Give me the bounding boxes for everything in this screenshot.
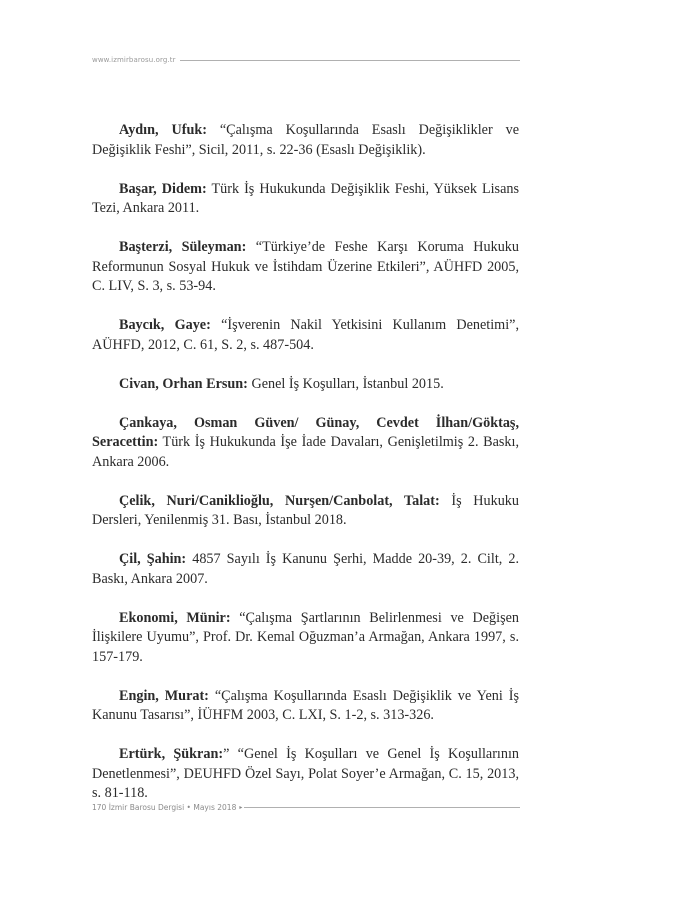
reference-author: Çankaya, Osman Güven/ Günay, Cevdet İlhan/Göktaş, Seracettin: [92,414,519,450]
reference-text: İş Hukuku Dersleri, Yenilenmiş 31. Bası, İstanbul 2018. [92,492,519,528]
reference-text: “İşverenin Nakil Yetkisini Kullanım Denetimi”, AÜHFD, 2012, C. 61, S. 2, s. 487-504. [92,317,519,353]
reference-text: 4857 Sayılı İş Kanunu Şerhi, Madde 20-39, 2. Cilt, 2. Baskı, Ankara 2007. [92,551,519,587]
reference-entry [92,316,519,355]
footer-rule [244,807,520,808]
reference-author: Baycık, Gaye: [119,317,211,333]
reference-author: Çil, Şahin: [119,551,187,567]
reference-author: Civan, Orhan Ersun: [119,375,248,392]
reference-author: Başar, Didem: [119,180,207,197]
reference-text: Genel İş Koşulları, İstanbul 2015. [247,375,444,392]
reference-author: Ertürk, Şükran: [119,746,224,762]
reference-text: “Çalışma Koşullarında Esaslı Değişiklikler ve Değişiklik Feshi”, Sicil, 2011, s. 22-36 (Esaslı Değişiklik). [92,122,519,158]
reference-text: ” “Genel İş Koşulları ve Genel İş Koşullarının Denetlenmesi”, DEUHFD Özel Sayı, Polat Soyer’e Armağan, C. 15, 2013, s. 81-118. [92,746,519,801]
reference-text: Türk İş Hukukunda İşe İade Davaları, Genişletilmiş 2. Baskı, Ankara 2006. [92,434,519,470]
reference-entry [92,375,519,395]
reference-text: “Çalışma Şartlarının Belirlenmesi ve Değişen İlişkilere Uyumu”, Prof. Dr. Kemal Oğuzman’a Armağan, Ankara 1997, s. 157-179. [92,609,520,665]
reference-entry [92,745,519,804]
reference-entry [92,414,519,473]
reference-text: “Türkiye’de Feshe Karşı Koruma Hukuku Reformunun Sosyal Hukuk ve İstihdam Üzerine Etkileri”, AÜHFD 2005, C. LIV, S. 3, s. 53-94. [92,239,519,294]
reference-entry [92,180,519,219]
footer-arrow-icon: ▸ [239,804,243,811]
references-list [92,121,519,823]
reference-author: Aydın, Ufuk: [119,122,207,138]
header-rule [180,60,520,61]
footer-text: 170 İzmir Barosu Dergisi • Mayıs 2018 [92,802,237,812]
reference-entry [92,609,519,668]
page-footer [92,800,520,814]
reference-text: “Çalışma Koşullarında Esaslı Değişiklik ve Yeni İş Kanunu Tasarısı”, İÜHFM 2003, C. LXI, S. 1-2, s. 313-326. [92,687,519,723]
reference-entry [92,238,519,297]
reference-text: Türk İş Hukukunda Değişiklik Feshi, Yüksek Lisans Tezi, Ankara 2011. [92,180,519,216]
reference-entry [92,492,519,531]
reference-entry [92,121,519,160]
page-header [92,53,520,67]
reference-author: Ekonomi, Münir: [119,609,231,626]
reference-entry [92,550,519,589]
header-url: www.izmirbarosu.org.tr [92,56,176,64]
reference-author: Başterzi, Süleyman: [119,239,247,255]
reference-author: Çelik, Nuri/Caniklioğlu, Nurşen/Canbolat, Talat: [119,492,440,509]
reference-entry [92,687,519,726]
reference-author: Engin, Murat: [119,687,209,704]
